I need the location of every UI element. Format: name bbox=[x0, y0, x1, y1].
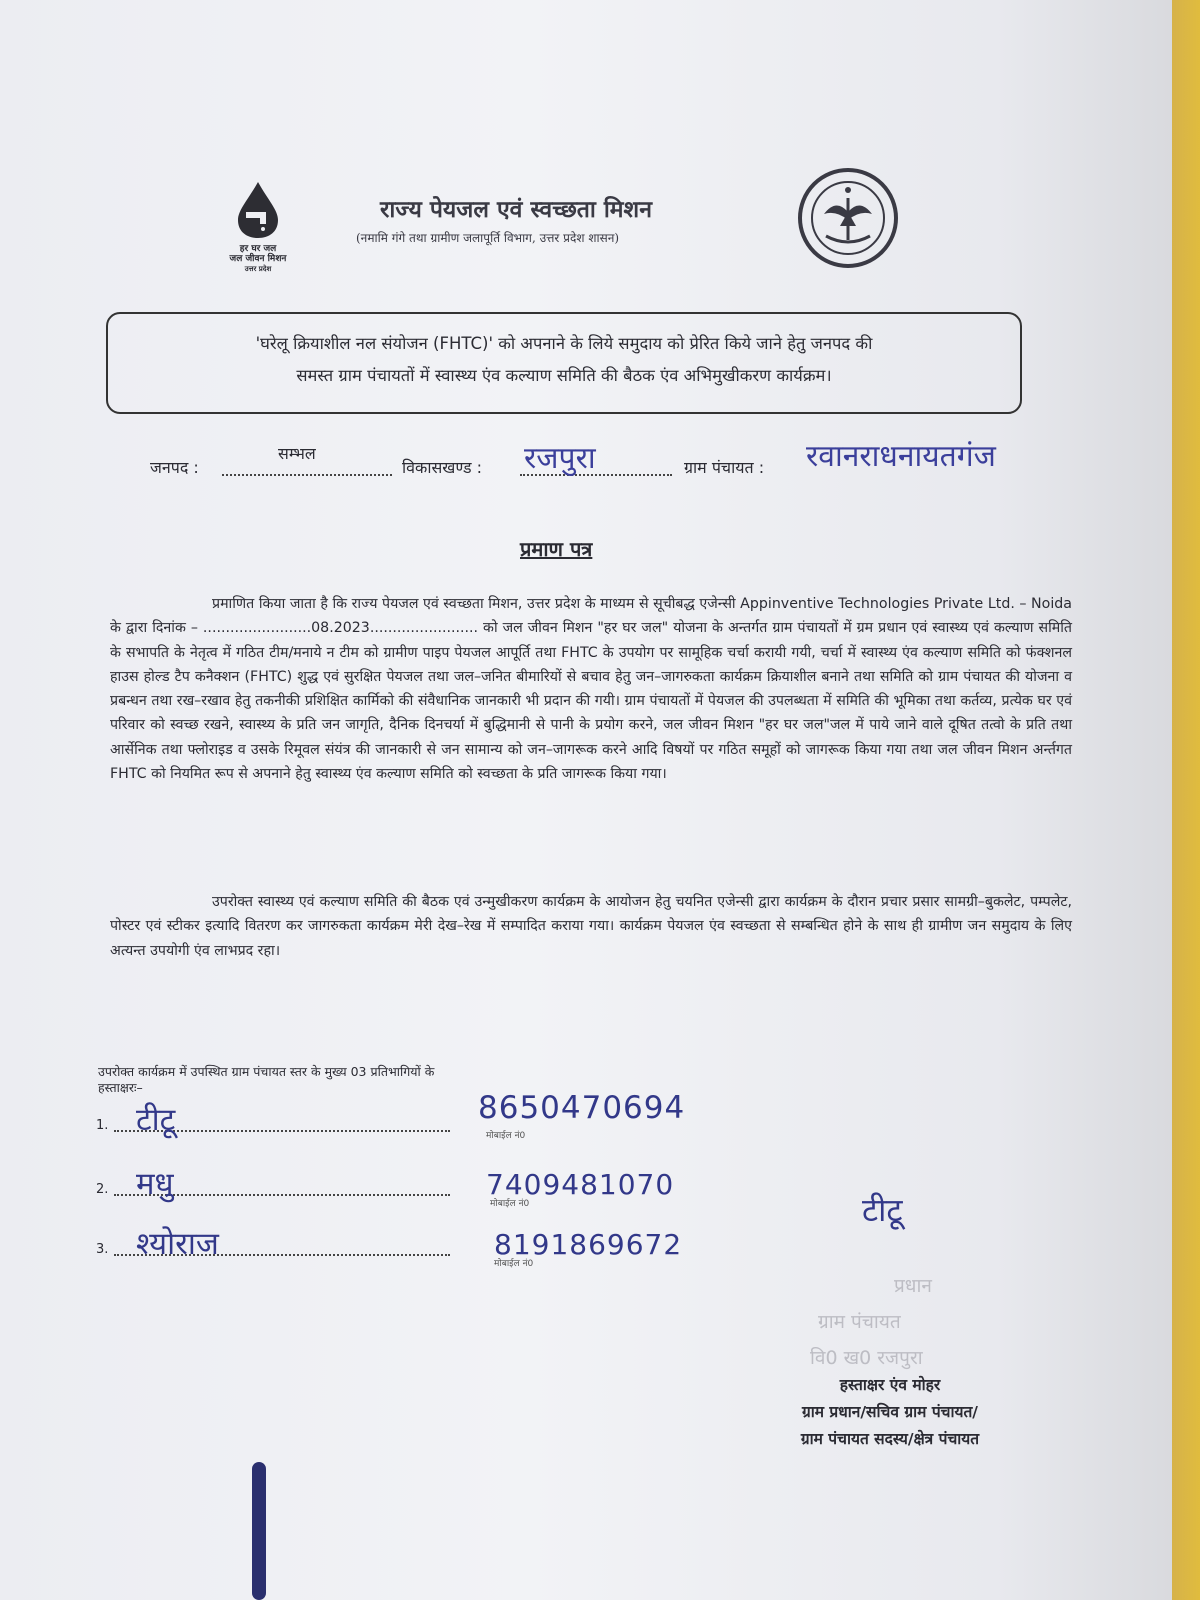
har-ghar-jal-logo bbox=[218, 180, 298, 274]
mobile-label-1: मोबाईल नं0 bbox=[486, 1131, 526, 1141]
mission-title: राज्य पेयजल एवं स्वच्छता मिशन bbox=[380, 196, 652, 223]
vikaskhand-label: विकासखण्ड : bbox=[402, 458, 483, 477]
certificate-paragraph-1 bbox=[110, 592, 1072, 786]
janpad-label: जनपद : bbox=[150, 458, 199, 477]
participants-intro-line-1: उपरोक्त कार्यक्रम में उपस्थित ग्राम पंचायत स्तर के मुख्य 03 प्रतिभागियों के bbox=[98, 1064, 435, 1079]
pen-stroke bbox=[252, 1462, 266, 1600]
participant-mobile-2: 7409481070 bbox=[486, 1168, 675, 1201]
certificate-paragraph-2 bbox=[110, 890, 1072, 963]
mission-subtitle: (नमामि गंगे तथा ग्रामीण जलापूर्ति विभाग, उत्तर प्रदेश शासन) bbox=[356, 231, 620, 245]
participants-intro-line-2: हस्ताक्षरः– bbox=[98, 1080, 143, 1095]
signatory-block bbox=[740, 1372, 1040, 1453]
logo-label-2: जल जीवन मिशन bbox=[229, 254, 287, 264]
signatory-line-3: ग्राम पंचायत सदस्य/क्षेत्र पंचायत bbox=[800, 1430, 980, 1448]
participant-mobile-1: 8650470694 bbox=[478, 1090, 686, 1126]
banner-line-2: समस्त ग्राम पंचायतों में स्वास्थ्य एंव कल्याण समिति की बैठक एंव अभिमुखीकरण कार्यक्रम। bbox=[296, 366, 832, 385]
stamp-line-1: प्रधान bbox=[894, 1275, 932, 1297]
participant-signature: मधु bbox=[136, 1166, 174, 1202]
janpad-value: सम्भल bbox=[278, 444, 316, 463]
vikaskhand-value: रजपुरा bbox=[524, 441, 596, 476]
stamp-line-2: ग्राम पंचायत bbox=[818, 1311, 901, 1333]
signatory-line-2: ग्राम प्रधान/सचिव ग्राम पंचायत/ bbox=[802, 1403, 978, 1421]
logo-label-1: हर घर जल bbox=[239, 244, 277, 254]
participant-number: 1. bbox=[96, 1118, 109, 1133]
certificate-heading: प्रमाण पत्र bbox=[520, 537, 593, 561]
logo-label-3: उत्तर प्रदेश bbox=[244, 264, 272, 273]
water-drop-icon bbox=[230, 180, 286, 240]
location-fields bbox=[150, 439, 1080, 492]
signatory-line-1: हस्ताक्षर एंव मोहर bbox=[839, 1376, 941, 1394]
gram-panchayat-value: रवानराधनायतगंज bbox=[806, 439, 996, 474]
mobile-label-3: मोबाईल नं0 bbox=[494, 1259, 534, 1269]
paragraph-1-text: प्रमाणित किया जाता है कि राज्य पेयजल एवं स्वच्छता मिशन, उत्तर प्रदेश के माध्यम से सूचीबद्ध एजेन्सी Appinventive Technologies Private Ltd. – Noida के द्वारा दिनांक – ........................08.2023........................ को जल जीवन मिशन "हर घर जल" योजना के अन्तर्गत ग्राम पंचायतों में ग्रम प्रधान एवं स्वास्थ्य एवं कल्याण समिति के सभापति के नेतृत्व में गठित टीम/मनाये न टीम को ग्रामीण पाइप पेयजल आपूर्ति तथा FHTC के उपयोग पर सामूहिक चर्चा करायी गयी, चर्चा में स्वास्थ्य एंव कल्याण समिति को फंक्शनल हाउस होल्ड टैप कनैक्शन (FHTC) शुद्ध एवं सुरक्षित पेयजल तथा जल–जनित बीमारियों से बचाव हेतु जन–जागरुकता कार्यक्रम क्रियाशील बनाने तथा समिति को ग्राम पंचायत की योजना व प्रबन्धन तथा रख–रखाव हेतु तकनीकी प्रशिक्षित कार्मिको की संवैधानिक जानकारी भी प्रदान की गयी। ग्राम पंचायतों में पेयजल की उपलब्धता में समिति की भूमिका तथा कर्तव्य, प्रत्येक घर एवं परिवार को स्वच्छ रखने, स्वास्थ्य के प्रति जन जागृति, दैनिक दिनचर्या में बुद्धिमानी से पानी के प्रयोग करने, जल जीवन मिशन "हर घर जल"जल में पाये जाने वाले दूषित तत्वो के प्रति तथा आर्सेनिक तथा फ्लोराइड व उसके रिमूवल संयंत्र की जानकारी से जन सामान्य को जन–जागरूक करने आदि विषयों पर गठित समूहों को जागरूक किया गया तथा जल जीवन मिशन अर्न्तगत FHTC को नियमित रूप से अपनाने हेतु स्वास्थ्य एंव कल्याण समिति को स्वच्छता के प्रति जागरूक किया गया। bbox=[110, 596, 1072, 783]
participant-number: 2. bbox=[96, 1182, 109, 1197]
participants-intro bbox=[98, 1064, 434, 1096]
gram-panchayat-label: ग्राम पंचायत : bbox=[684, 458, 765, 477]
mobile-label-2: मोबाईल नं0 bbox=[490, 1199, 530, 1209]
participant-number: 3. bbox=[96, 1242, 109, 1257]
up-government-seal bbox=[796, 168, 900, 272]
background-edge bbox=[1172, 0, 1200, 1600]
participant-signature: श्योराज bbox=[136, 1226, 219, 1262]
pradhan-signature: टीटू bbox=[862, 1191, 903, 1229]
paragraph-2-text: उपरोक्त स्वास्थ्य एवं कल्याण समिति की बैठक एवं उन्मुखीकरण कार्यक्रम के आयोजन हेतु चयनित एजेन्सी द्वारा कार्यक्रम के दौरान प्रचार प्रसार सामग्री–बुकलेट, पम्पलेट, पोस्टर एवं स्टीकर इत्यादि वितरण कर जागरुकता कार्यक्रम मेरी देख–रेख में सम्पादित कराया गया। कार्यक्रम पेयजल एंव स्वच्छता से सम्बन्धित होने के साथ ही ग्रामीण जन समुदाय के लिए अत्यन्त उपयोगी एंव लाभप्रद रहा। bbox=[110, 894, 1072, 959]
stamp-line-3: वि0 ख0 रजपुरा bbox=[810, 1347, 923, 1369]
participant-signature: टीटू bbox=[136, 1102, 176, 1138]
program-banner bbox=[106, 312, 1022, 414]
participant-mobile-3: 8191869672 bbox=[494, 1228, 683, 1261]
seal-emblem-icon bbox=[796, 168, 900, 268]
banner-line-1: 'घरेलू क्रियाशील नल संयोजन (FHTC)' को अपनाने के लिये समुदाय को प्रेरित किये जाने हेतु जनपद की bbox=[255, 334, 873, 353]
